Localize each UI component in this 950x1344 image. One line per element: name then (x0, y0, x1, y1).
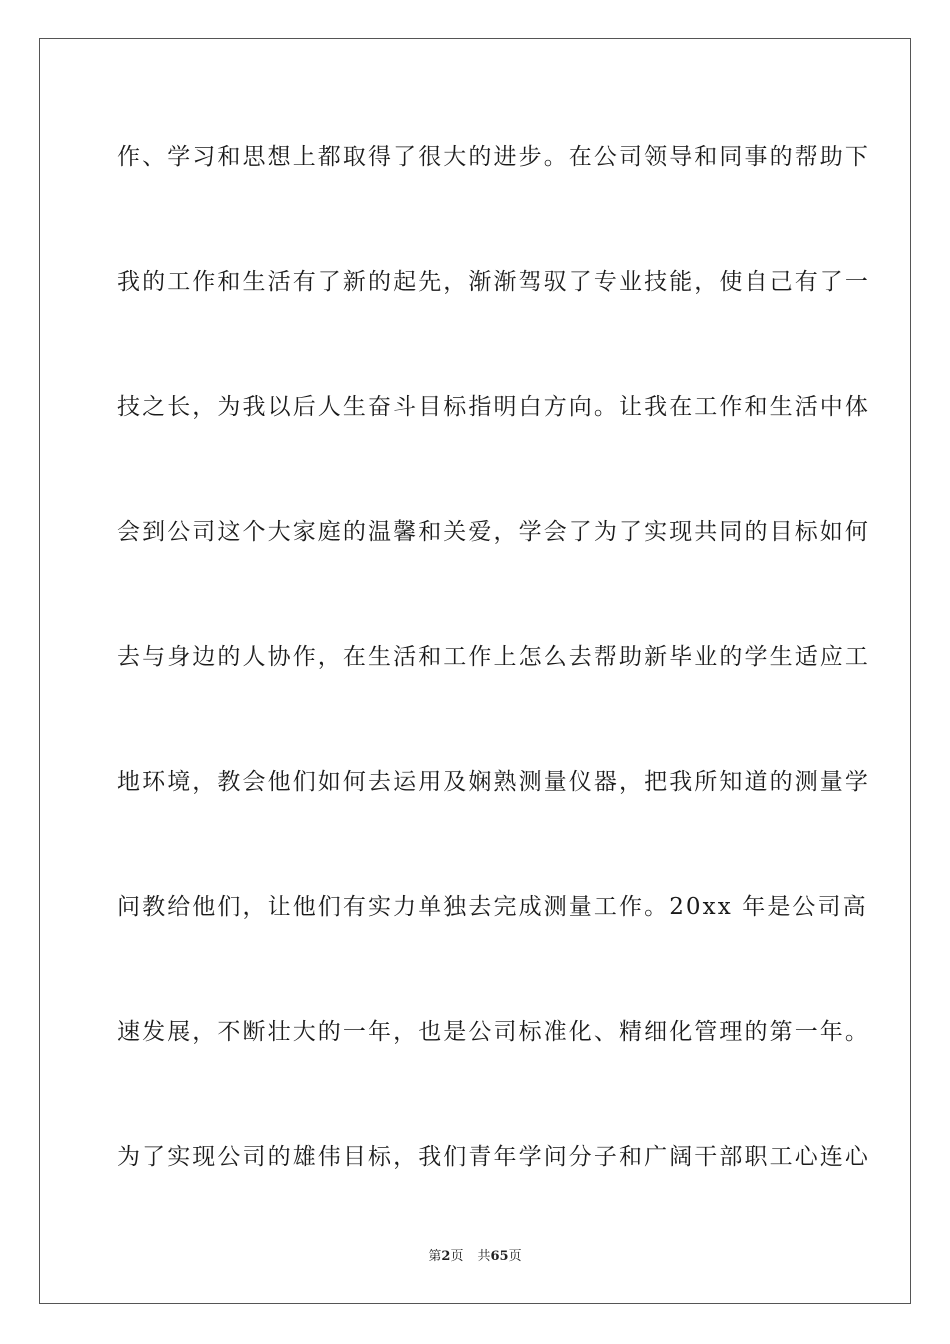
text-line-3: 技之长，为我以后人生奋斗目标指明白方向。让我在工作和生活中体 (117, 394, 870, 420)
page-label (428, 1249, 463, 1264)
text-line-4: 会到公司这个大家庭的温馨和关爱，学会了为了实现共同的目标如何 (117, 519, 870, 545)
total-suffix: 页 (508, 1249, 522, 1264)
total-pages: 65 (490, 1249, 509, 1264)
document-body (117, 130, 870, 1255)
page-prefix: 第 (428, 1249, 442, 1264)
total-prefix: 共 (477, 1249, 491, 1264)
text-line-5: 去与身边的人协作，在生活和工作上怎么去帮助新毕业的学生适应工 (117, 644, 870, 670)
page-suffix: 页 (450, 1249, 464, 1264)
text-line-1: 作、学习和思想上都取得了很大的进步。在公司领导和同事的帮助下 (117, 144, 870, 170)
page-footer (0, 1249, 950, 1265)
text-line-2: 我的工作和生活有了新的起先，渐渐驾驭了专业技能，使自己有了一 (117, 269, 870, 295)
text-line-6: 地环境，教会他们如何去运用及娴熟测量仪器，把我所知道的测量学 (117, 769, 870, 795)
total-pages-label (477, 1249, 521, 1264)
text-line-9: 为了实现公司的雄伟目标，我们青年学问分子和广阔干部职工心连心 (117, 1144, 870, 1170)
page-number: 2 (441, 1249, 451, 1264)
text-line-8: 速发展，不断壮大的一年，也是公司标准化、精细化管理的第一年。 (117, 1019, 870, 1045)
text-line-7: 问教给他们，让他们有实力单独去完成测量工作。20xx 年是公司高 (117, 894, 868, 920)
